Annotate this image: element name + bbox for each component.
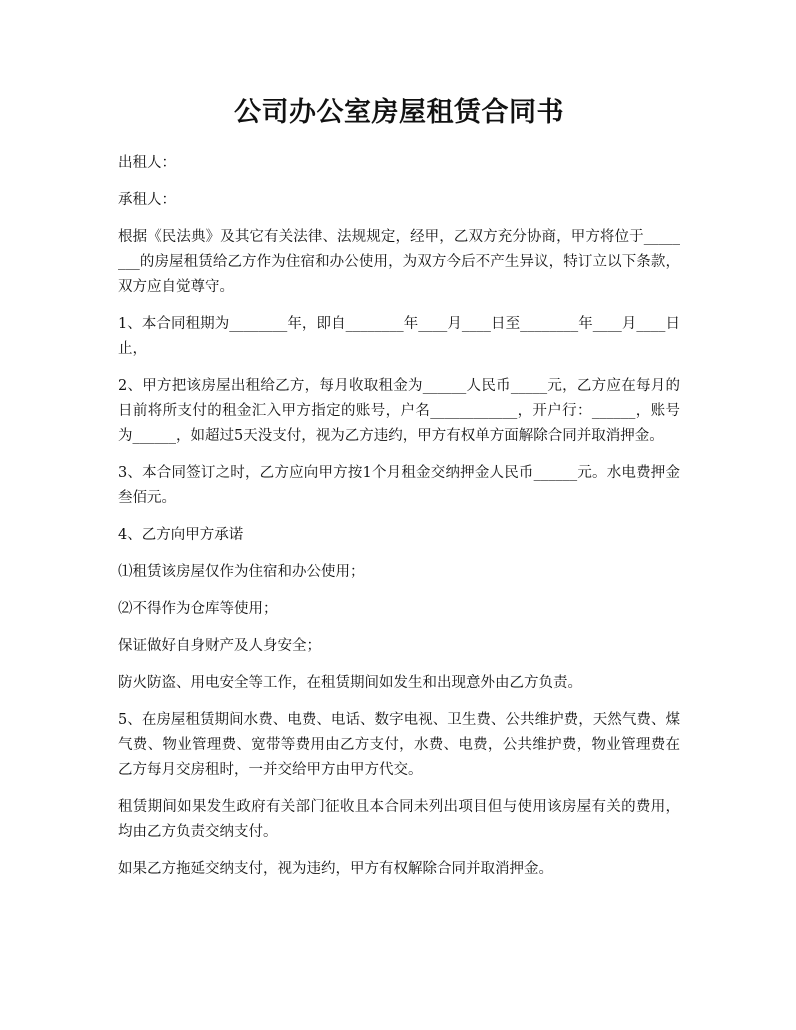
clause-5-fees: 5、在房屋租赁期间水费、电费、电话、数字电视、卫生费、公共维护费，天然气费、煤气费、物业管理费、宽带等费用由乙方支付，水费、电费，公共维护费，物业管理费在乙方每月交房租时，一并交给甲方由甲方代交。 [118, 712, 680, 778]
clause-4-heading: 4、乙方向甲方承诺 [118, 527, 244, 543]
preamble-paragraph: 根据《民法典》及其它有关法律、法规规定，经甲，乙双方充分协商，甲方将位于________的房屋租赁给乙方作为住宿和办公使用，为双方今后不产生异议，特订立以下条款，双方应自觉尊守。 [118, 229, 680, 295]
lessee-line: 承租人： [118, 192, 176, 208]
clause-1-term: 1、本合同租期为________年，即自________年____月____日至________年____月____日止， [118, 316, 680, 357]
clause-3-deposit: 3、本合同签订之时，乙方应向甲方按1个月租金交纳押金人民币______元。水电费押金叁佰元。 [118, 465, 680, 506]
clause-5-government-fees: 租赁期间如果发生政府有关部门征收且本合同未列出项目但与使用该房屋有关的费用，均由乙方负责交纳支付。 [118, 799, 680, 840]
clause-4-item-4: 防火防盗、用电安全等工作，在租赁期间如发生和出现意外由乙方负责。 [118, 675, 582, 691]
lessor-line: 出租人： [118, 155, 176, 171]
clause-4-item-2: ⑵不得作为仓库等使用； [118, 601, 278, 617]
clause-2-rent: 2、甲方把该房屋出租给乙方，每月收取租金为______人民币_____元，乙方应在每月的日前将所支付的租金汇入甲方指定的账号，户名____________，开户行：______，账号为______，如超过5天没支付，视为乙方违约，甲方有权单方面解除合同并取消押金。 [118, 378, 680, 444]
document-title: 公司办公室房屋租赁合同书 [234, 97, 564, 128]
clause-5-default: 如果乙方拖延交纳支付，视为违约，甲方有权解除合同并取消押金。 [118, 861, 553, 877]
clause-4-item-3: 保证做好自身财产及人身安全； [118, 638, 321, 654]
clause-4-item-1: ⑴租赁该房屋仅作为住宿和办公使用； [118, 564, 365, 580]
